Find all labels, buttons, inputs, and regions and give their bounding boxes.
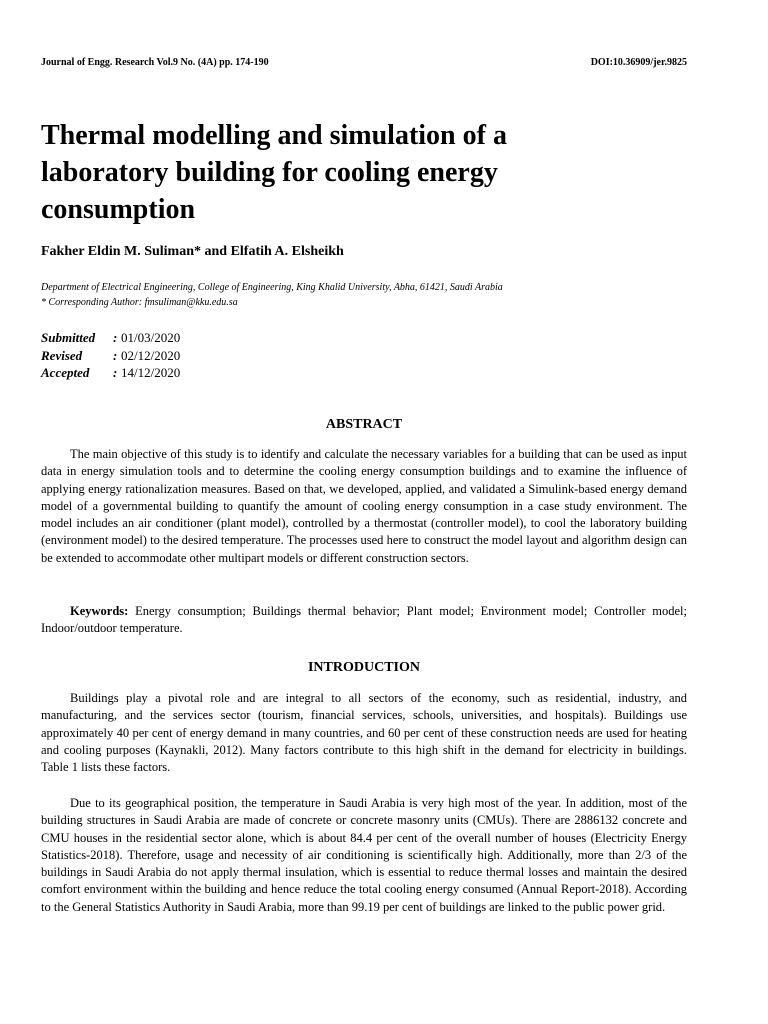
date-row-accepted (41, 364, 180, 382)
dates-block (41, 329, 180, 382)
abstract-text: The main objective of this study is to identify and calculate the necessary variables for a building that can be used as input data in energy simulation tools and to determine the cooling energy consumption buildings and to examine the influence of applying energy rationalization measures. Based on that, we developed, applied, and validated a Simulink-based energy demand model of a governmental building to quantify the amount of cooling energy consumption in a case study environment. The model includes an air conditioner (plant model), controlled by a thermostat (controller model), to cool the laboratory building (environment model) to the desired temperature. The processes used here to construct the model layout and algorithm design can be extended to accommodate other multipart models or different construction sectors. (41, 447, 687, 565)
date-label: Submitted (41, 330, 96, 345)
affiliation-block (41, 280, 687, 310)
date-label: Revised (41, 347, 83, 363)
date-row-submitted (41, 329, 180, 347)
paper-title: Thermal modelling and simulation of a laboratory building for cooling energy consumption (41, 120, 507, 225)
date-row-revised (41, 347, 180, 365)
running-header (41, 57, 687, 69)
intro-paragraph-1: Buildings play a pivotal role and are integral to all sectors of the economy, such as residential, industry, and manufacturing, and the services sector (tourism, financial services, schools, universities, and hospitals). Buildings use approximately 40 per cent of energy demand in many countries, and 60 per cent of these construction needs are used for heating and cooling purposes (Kaynakli, 2012). Many factors contribute to this high shift in the demand for electricity in buildings. Table 1 lists these factors. (41, 691, 687, 775)
date-colon: : (113, 347, 118, 363)
journal-citation: Journal of Engg. Research Vol.9 No. (4A) pp. 174-190 (41, 57, 269, 68)
doi: DOI:10.36909/jer.9825 (590, 57, 687, 68)
keywords-text: Energy consumption; Buildings thermal behavior; Plant model; Environment model; Controller model; Indoor/outdoor temperature. (41, 604, 687, 636)
keywords (41, 603, 687, 638)
date-value: 14/12/2020 (121, 365, 181, 380)
introduction-heading: INTRODUCTION (307, 660, 420, 675)
date-colon: : (113, 330, 118, 345)
date-colon: : (113, 365, 118, 380)
date-label: Accepted (41, 365, 90, 380)
affiliation-department: Department of Electrical Engineering, College of Engineering, King Khalid University, Abha, 61421, Saudi Arabia (41, 282, 503, 293)
intro-paragraph-2: Due to its geographical position, the temperature in Saudi Arabia is very high most of the year. In addition, most of the building structures in Saudi Arabia are made of concrete or concrete masonry units (CMUs). There are 2886132 concrete and CMU houses in the residential sector alone, which is about 84.4 per cent of the overall number of houses (Electricity Energy Statistics-2018). Therefore, usage and necessity of air conditioning is scientifically high. Additionally, more than 2/3 of the buildings in Saudi Arabia do not apply thermal insulation, which is essential to reduce thermal losses and maintain the desired comfort environment within the building and hence reduce the total cooling energy consumed (Annual Report-2018). According to the General Statistics Authority in Saudi Arabia, more than 99.19 per cent of buildings are linked to the public power grid. (41, 796, 687, 914)
author-list: Fakher Eldin M. Suliman* and Elfatih A. Elsheikh (41, 244, 344, 259)
abstract-heading: ABSTRACT (325, 417, 403, 432)
date-value: 01/03/2020 (121, 330, 181, 345)
corresponding-author: * Corresponding Author: fmsuliman@kku.edu.sa (41, 297, 238, 308)
date-value: 02/12/2020 (121, 347, 181, 363)
keywords-label: Keywords: (70, 604, 129, 618)
